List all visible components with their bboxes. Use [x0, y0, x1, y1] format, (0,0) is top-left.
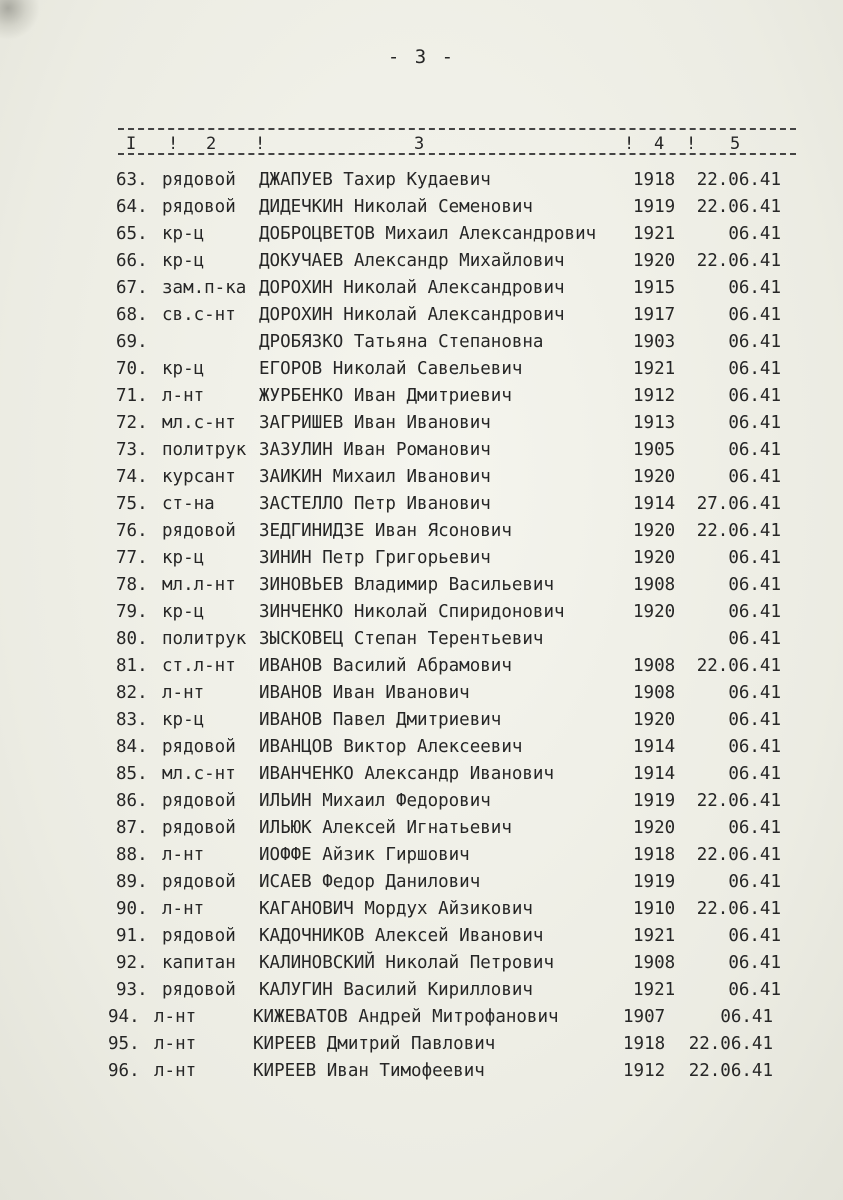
list-item: [0, 789, 843, 816]
record-date: 06.41: [728, 413, 781, 433]
record-birth-year: 1908: [633, 656, 676, 676]
record-name: ЗЫСКОВЕЦ Степан Терентьевич: [259, 629, 544, 649]
list-item: [0, 168, 843, 195]
record-rank: кр-ц: [162, 602, 205, 622]
record-number: 91.: [116, 926, 148, 946]
record-number: 93.: [116, 980, 148, 1000]
record-number: 67.: [116, 278, 148, 298]
record-date: 27.06.41: [696, 494, 781, 514]
record-birth-year: 1920: [633, 602, 676, 622]
record-number: 64.: [116, 197, 148, 217]
record-name: ЗАГРИШЕВ Иван Иванович: [259, 413, 491, 433]
record-date: 06.41: [728, 575, 781, 595]
list-item: [0, 438, 843, 465]
record-birth-year: 1913: [633, 413, 676, 433]
record-date: 22.06.41: [696, 656, 781, 676]
record-date: 06.41: [728, 629, 781, 649]
record-birth-year: 1921: [633, 359, 676, 379]
record-rank: кр-ц: [162, 710, 205, 730]
record-number: 79.: [116, 602, 148, 622]
record-number: 73.: [116, 440, 148, 460]
record-rank: зам.п-ка: [162, 278, 247, 298]
record-date: 06.41: [728, 926, 781, 946]
record-name: ДРОБЯЗКО Татьяна Степановна: [259, 332, 544, 352]
record-name: ИЛЬЮК Алексей Игнатьевич: [259, 818, 512, 838]
record-birth-year: 1921: [633, 224, 676, 244]
record-name: ДОРОХИН Николай Александрович: [259, 278, 565, 298]
record-name: ИВАНОВ Павел Дмитриевич: [259, 710, 502, 730]
record-number: 72.: [116, 413, 148, 433]
record-rank: ст-на: [162, 494, 215, 514]
record-name: ЗАСТЕЛЛО Петр Иванович: [259, 494, 491, 514]
record-number: 68.: [116, 305, 148, 325]
record-birth-year: 1908: [633, 575, 676, 595]
header-rule-top: [118, 128, 796, 130]
record-date: 22.06.41: [696, 251, 781, 271]
record-name: КИЖЕВАТОВ Андрей Митрофанович: [253, 1007, 559, 1027]
record-rank: кр-ц: [162, 251, 205, 271]
record-date: 06.41: [728, 224, 781, 244]
record-number: 77.: [116, 548, 148, 568]
list-item: [0, 411, 843, 438]
record-birth-year: 1912: [623, 1061, 666, 1081]
record-name: ДОКУЧАЕВ Александр Михайлович: [259, 251, 565, 271]
record-number: 69.: [116, 332, 148, 352]
record-date: 22.06.41: [696, 521, 781, 541]
record-birth-year: 1915: [633, 278, 676, 298]
record-number: 71.: [116, 386, 148, 406]
record-date: 06.41: [728, 440, 781, 460]
record-birth-year: 1918: [623, 1034, 666, 1054]
record-rank: рядовой: [162, 791, 236, 811]
record-rank: курсант: [162, 467, 236, 487]
record-rank: политрук: [162, 629, 247, 649]
record-name: ДОРОХИН Николай Александрович: [259, 305, 565, 325]
record-birth-year: 1908: [633, 683, 676, 703]
list-item: [0, 951, 843, 978]
list-item: [0, 843, 843, 870]
column-header-1: I: [126, 134, 137, 154]
column-header-5: 5: [730, 134, 741, 154]
record-number: 94.: [108, 1007, 140, 1027]
record-name: ИВАНОВ Иван Иванович: [259, 683, 470, 703]
record-number: 81.: [116, 656, 148, 676]
record-rank: кр-ц: [162, 548, 205, 568]
column-header-3: 3: [414, 134, 425, 154]
record-date: 06.41: [728, 602, 781, 622]
record-date: 06.41: [728, 818, 781, 838]
record-name: ЗЕДГИНИДЗЕ Иван Ясонович: [259, 521, 512, 541]
record-rank: кр-ц: [162, 224, 205, 244]
list-item: [0, 681, 843, 708]
record-number: 65.: [116, 224, 148, 244]
record-rank: л-нт: [162, 845, 205, 865]
record-name: ДЖАПУЕВ Тахир Кудаевич: [259, 170, 491, 190]
record-date: 22.06.41: [688, 1034, 773, 1054]
record-rank: рядовой: [162, 170, 236, 190]
record-birth-year: 1914: [633, 737, 676, 757]
record-number: 74.: [116, 467, 148, 487]
record-name: ИОФФЕ Айзик Гиршович: [259, 845, 470, 865]
list-item: [0, 816, 843, 843]
record-birth-year: 1919: [633, 791, 676, 811]
record-birth-year: 1905: [633, 440, 676, 460]
record-name: КИРЕЕВ Дмитрий Павлович: [253, 1034, 496, 1054]
record-birth-year: 1921: [633, 926, 676, 946]
record-birth-year: 1918: [633, 845, 676, 865]
record-number: 78.: [116, 575, 148, 595]
list-item: [0, 465, 843, 492]
list-item: [0, 1059, 843, 1086]
record-rank: капитан: [162, 953, 236, 973]
record-rank: мл.л-нт: [162, 575, 236, 595]
record-date: 06.41: [728, 953, 781, 973]
list-item: [0, 546, 843, 573]
record-rank: рядовой: [162, 197, 236, 217]
list-item: [0, 627, 843, 654]
record-number: 88.: [116, 845, 148, 865]
column-header-2: 2: [206, 134, 217, 154]
record-name: ЗИНЧЕНКО Николай Спиридонович: [259, 602, 565, 622]
record-date: 22.06.41: [696, 170, 781, 190]
record-birth-year: 1908: [633, 953, 676, 973]
record-number: 89.: [116, 872, 148, 892]
list-item: [0, 897, 843, 924]
list-item: [0, 654, 843, 681]
record-date: 06.41: [728, 386, 781, 406]
record-name: ДОБРОЦВЕТОВ Михаил Александрович: [259, 224, 597, 244]
record-rank: мл.с-нт: [162, 764, 236, 784]
list-item: [0, 357, 843, 384]
record-rank: политрук: [162, 440, 247, 460]
record-name: ЗАЗУЛИН Иван Романович: [259, 440, 491, 460]
list-item: [0, 708, 843, 735]
record-name: КАЛИНОВСКИЙ Николай Петрович: [259, 953, 555, 973]
record-number: 80.: [116, 629, 148, 649]
record-birth-year: 1907: [623, 1007, 666, 1027]
header-rule-bottom: [118, 153, 796, 155]
record-birth-year: 1903: [633, 332, 676, 352]
record-rank: рядовой: [162, 521, 236, 541]
record-number: 75.: [116, 494, 148, 514]
record-name: ИВАНЧЕНКО Александр Иванович: [259, 764, 555, 784]
record-number: 95.: [108, 1034, 140, 1054]
record-birth-year: 1920: [633, 467, 676, 487]
record-date: 06.41: [728, 305, 781, 325]
record-birth-year: 1920: [633, 251, 676, 271]
record-number: 92.: [116, 953, 148, 973]
record-date: 22.06.41: [696, 197, 781, 217]
record-date: 06.41: [728, 737, 781, 757]
list-item: [0, 276, 843, 303]
record-name: ИВАНЦОВ Виктор Алексеевич: [259, 737, 523, 757]
record-name: ЗАИКИН Михаил Иванович: [259, 467, 491, 487]
record-birth-year: 1919: [633, 872, 676, 892]
record-date: 06.41: [728, 764, 781, 784]
record-name: ИСАЕВ Федор Данилович: [259, 872, 481, 892]
column-separator: !: [624, 134, 635, 154]
record-number: 70.: [116, 359, 148, 379]
record-name: ЖУРБЕНКО Иван Дмитриевич: [259, 386, 512, 406]
record-rank: л-нт: [162, 386, 205, 406]
record-name: ЗИНОВЬЕВ Владимир Васильевич: [259, 575, 555, 595]
record-name: ЗИНИН Петр Григорьевич: [259, 548, 491, 568]
list-item: [0, 519, 843, 546]
list-item: [0, 762, 843, 789]
list-item: [0, 492, 843, 519]
record-name: ЕГОРОВ Николай Савельевич: [259, 359, 523, 379]
list-item: [0, 1032, 843, 1059]
record-birth-year: 1918: [633, 170, 676, 190]
list-item: [0, 870, 843, 897]
record-date: 06.41: [728, 359, 781, 379]
record-rank: рядовой: [162, 737, 236, 757]
record-rank: л-нт: [154, 1007, 197, 1027]
record-birth-year: 1919: [633, 197, 676, 217]
list-item: [0, 573, 843, 600]
list-item: [0, 303, 843, 330]
record-number: 85.: [116, 764, 148, 784]
record-date: 06.41: [728, 710, 781, 730]
record-number: 96.: [108, 1061, 140, 1081]
record-birth-year: 1920: [633, 818, 676, 838]
list-item: [0, 222, 843, 249]
record-date: 22.06.41: [696, 845, 781, 865]
column-separator: !: [255, 134, 266, 154]
record-name: КИРЕЕВ Иван Тимофеевич: [253, 1061, 485, 1081]
record-rank: кр-ц: [162, 359, 205, 379]
record-rank: л-нт: [162, 683, 205, 703]
record-rank: л-нт: [162, 899, 205, 919]
record-number: 90.: [116, 899, 148, 919]
record-rank: рядовой: [162, 872, 236, 892]
record-date: 06.41: [728, 278, 781, 298]
paper-stain: [0, 0, 40, 40]
list-item: [0, 600, 843, 627]
record-rank: рядовой: [162, 926, 236, 946]
record-date: 06.41: [728, 980, 781, 1000]
list-item: [0, 1005, 843, 1032]
record-number: 66.: [116, 251, 148, 271]
record-number: 87.: [116, 818, 148, 838]
list-item: [0, 978, 843, 1005]
record-date: 22.06.41: [688, 1061, 773, 1081]
record-date: 06.41: [728, 332, 781, 352]
column-separator: !: [686, 134, 697, 154]
record-rank: л-нт: [154, 1061, 197, 1081]
list-item: [0, 249, 843, 276]
record-rank: рядовой: [162, 818, 236, 838]
record-birth-year: 1920: [633, 548, 676, 568]
record-date: 06.41: [728, 467, 781, 487]
record-number: 84.: [116, 737, 148, 757]
record-name: КАДОЧНИКОВ Алексей Иванович: [259, 926, 544, 946]
record-rank: рядовой: [162, 980, 236, 1000]
record-rank: ст.л-нт: [162, 656, 236, 676]
record-birth-year: 1910: [633, 899, 676, 919]
record-date: 22.06.41: [696, 791, 781, 811]
record-birth-year: 1914: [633, 764, 676, 784]
list-item: [0, 330, 843, 357]
record-number: 76.: [116, 521, 148, 541]
record-birth-year: 1914: [633, 494, 676, 514]
list-item: [0, 195, 843, 222]
column-header-4: 4: [654, 134, 665, 154]
record-number: 83.: [116, 710, 148, 730]
list-item: [0, 735, 843, 762]
record-birth-year: 1912: [633, 386, 676, 406]
record-birth-year: 1920: [633, 521, 676, 541]
record-date: 06.41: [728, 872, 781, 892]
record-birth-year: 1920: [633, 710, 676, 730]
record-name: КАЛУГИН Василий Кириллович: [259, 980, 533, 1000]
record-date: 22.06.41: [696, 899, 781, 919]
record-birth-year: 1921: [633, 980, 676, 1000]
record-number: 82.: [116, 683, 148, 703]
records-list: [0, 168, 843, 1086]
list-item: [0, 924, 843, 951]
record-birth-year: 1917: [633, 305, 676, 325]
record-date: 06.41: [720, 1007, 773, 1027]
record-rank: св.с-нт: [162, 305, 236, 325]
list-item: [0, 384, 843, 411]
record-rank: мл.с-нт: [162, 413, 236, 433]
record-number: 63.: [116, 170, 148, 190]
record-date: 06.41: [728, 683, 781, 703]
page-number: - 3 -: [387, 46, 456, 68]
record-name: КАГАНОВИЧ Мордух Айзикович: [259, 899, 533, 919]
record-name: ИВАНОВ Василий Абрамович: [259, 656, 512, 676]
record-name: ДИДЕЧКИН Николай Семенович: [259, 197, 533, 217]
record-number: 86.: [116, 791, 148, 811]
record-date: 06.41: [728, 548, 781, 568]
record-name: ИЛЬИН Михаил Федорович: [259, 791, 491, 811]
record-rank: л-нт: [154, 1034, 197, 1054]
column-separator: !: [168, 134, 179, 154]
